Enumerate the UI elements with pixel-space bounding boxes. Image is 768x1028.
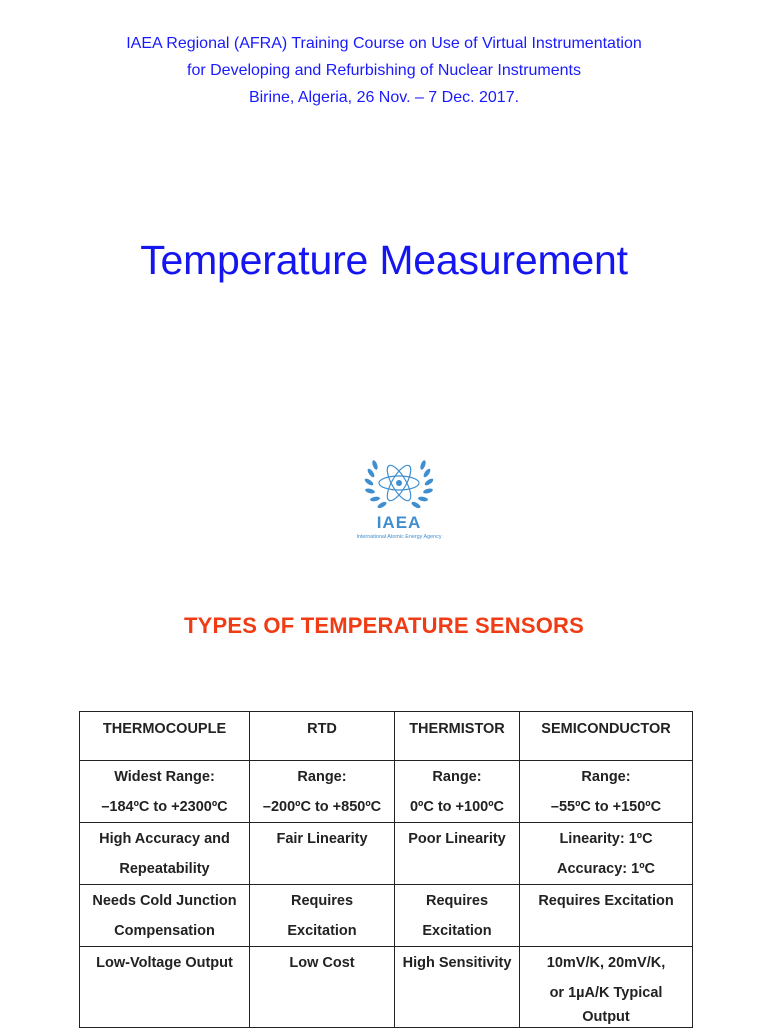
header-semiconductor: SEMICONDUCTOR <box>520 712 693 761</box>
header-thermocouple: THERMOCOUPLE <box>80 712 250 761</box>
cell-line: Low-Voltage Output <box>96 955 233 971</box>
table-cell <box>80 823 250 885</box>
table-cell <box>250 823 395 885</box>
header-line-2: for Developing and Refurbishing of Nuclear Instruments <box>187 62 581 79</box>
course-header <box>0 30 768 111</box>
cell-line: Range: <box>432 769 482 785</box>
cell-line: Linearity: 1ºC <box>559 831 653 847</box>
cell-line: Requires <box>290 893 354 909</box>
logo-subtitle: International Atomic Energy Agency <box>356 534 442 540</box>
table-cell <box>80 761 250 823</box>
cell-line: Compensation <box>114 923 215 939</box>
cell-line: High Sensitivity <box>402 955 512 971</box>
cell-line: Needs Cold Junction <box>92 893 237 909</box>
iaea-logo <box>335 455 465 545</box>
iaea-atom-laurel-icon <box>335 455 465 515</box>
cell-line: Requires Excitation <box>538 893 674 909</box>
cell-line: Fair Linearity <box>276 831 368 847</box>
cell-line: –200ºC to +850ºC <box>262 799 382 815</box>
header-thermistor: THERMISTOR <box>395 712 520 761</box>
cell-line: Repeatability <box>119 861 210 877</box>
sensor-types-table <box>79 711 693 1028</box>
table-cell <box>520 947 693 1028</box>
cell-line: Low Cost <box>289 955 355 971</box>
header-line-3: Birine, Algeria, 26 Nov. – 7 Dec. 2017. <box>248 89 520 106</box>
cell-line: –184ºC to +2300ºC <box>101 799 228 815</box>
table-cell <box>520 761 693 823</box>
cell-line: High Accuracy and <box>99 831 230 847</box>
cell-line: Range: <box>581 769 631 785</box>
cell-line: Output <box>582 1009 630 1025</box>
table-row <box>80 823 693 885</box>
header-rtd: RTD <box>250 712 395 761</box>
cell-line: Widest Range: <box>114 769 215 785</box>
cell-line: or 1µA/K Typical <box>549 985 663 1001</box>
cell-line: Requires <box>425 893 489 909</box>
cell-line: –55ºC to +150ºC <box>550 799 662 815</box>
section-title: TYPES OF TEMPERATURE SENSORS <box>183 613 585 638</box>
logo-name: IAEA <box>376 513 422 532</box>
cell-line: Poor Linearity <box>408 831 506 847</box>
table-cell <box>250 761 395 823</box>
cell-line: Excitation <box>287 923 357 939</box>
table-cell <box>395 761 520 823</box>
page-title: Temperature Measurement <box>140 237 628 283</box>
table-cell <box>80 885 250 947</box>
header-line-1: IAEA Regional (AFRA) Training Course on Use of Virtual Instrumentation <box>126 35 642 52</box>
table-row <box>80 947 693 1028</box>
cell-line: 10mV/K, 20mV/K, <box>546 955 666 971</box>
table-cell <box>520 823 693 885</box>
cell-line: Excitation <box>422 923 492 939</box>
cell-line: Accuracy: 1ºC <box>557 861 655 877</box>
table-cell <box>395 947 520 1028</box>
table-cell <box>250 885 395 947</box>
table-cell <box>250 947 395 1028</box>
cell-line: Range: <box>297 769 347 785</box>
table-row <box>80 885 693 947</box>
cell-line: 0ºC to +100ºC <box>409 799 504 815</box>
table-cell <box>80 947 250 1028</box>
table-cell <box>395 885 520 947</box>
table-row <box>80 761 693 823</box>
table-cell <box>520 885 693 947</box>
table-header-row <box>80 712 693 761</box>
table-cell <box>395 823 520 885</box>
